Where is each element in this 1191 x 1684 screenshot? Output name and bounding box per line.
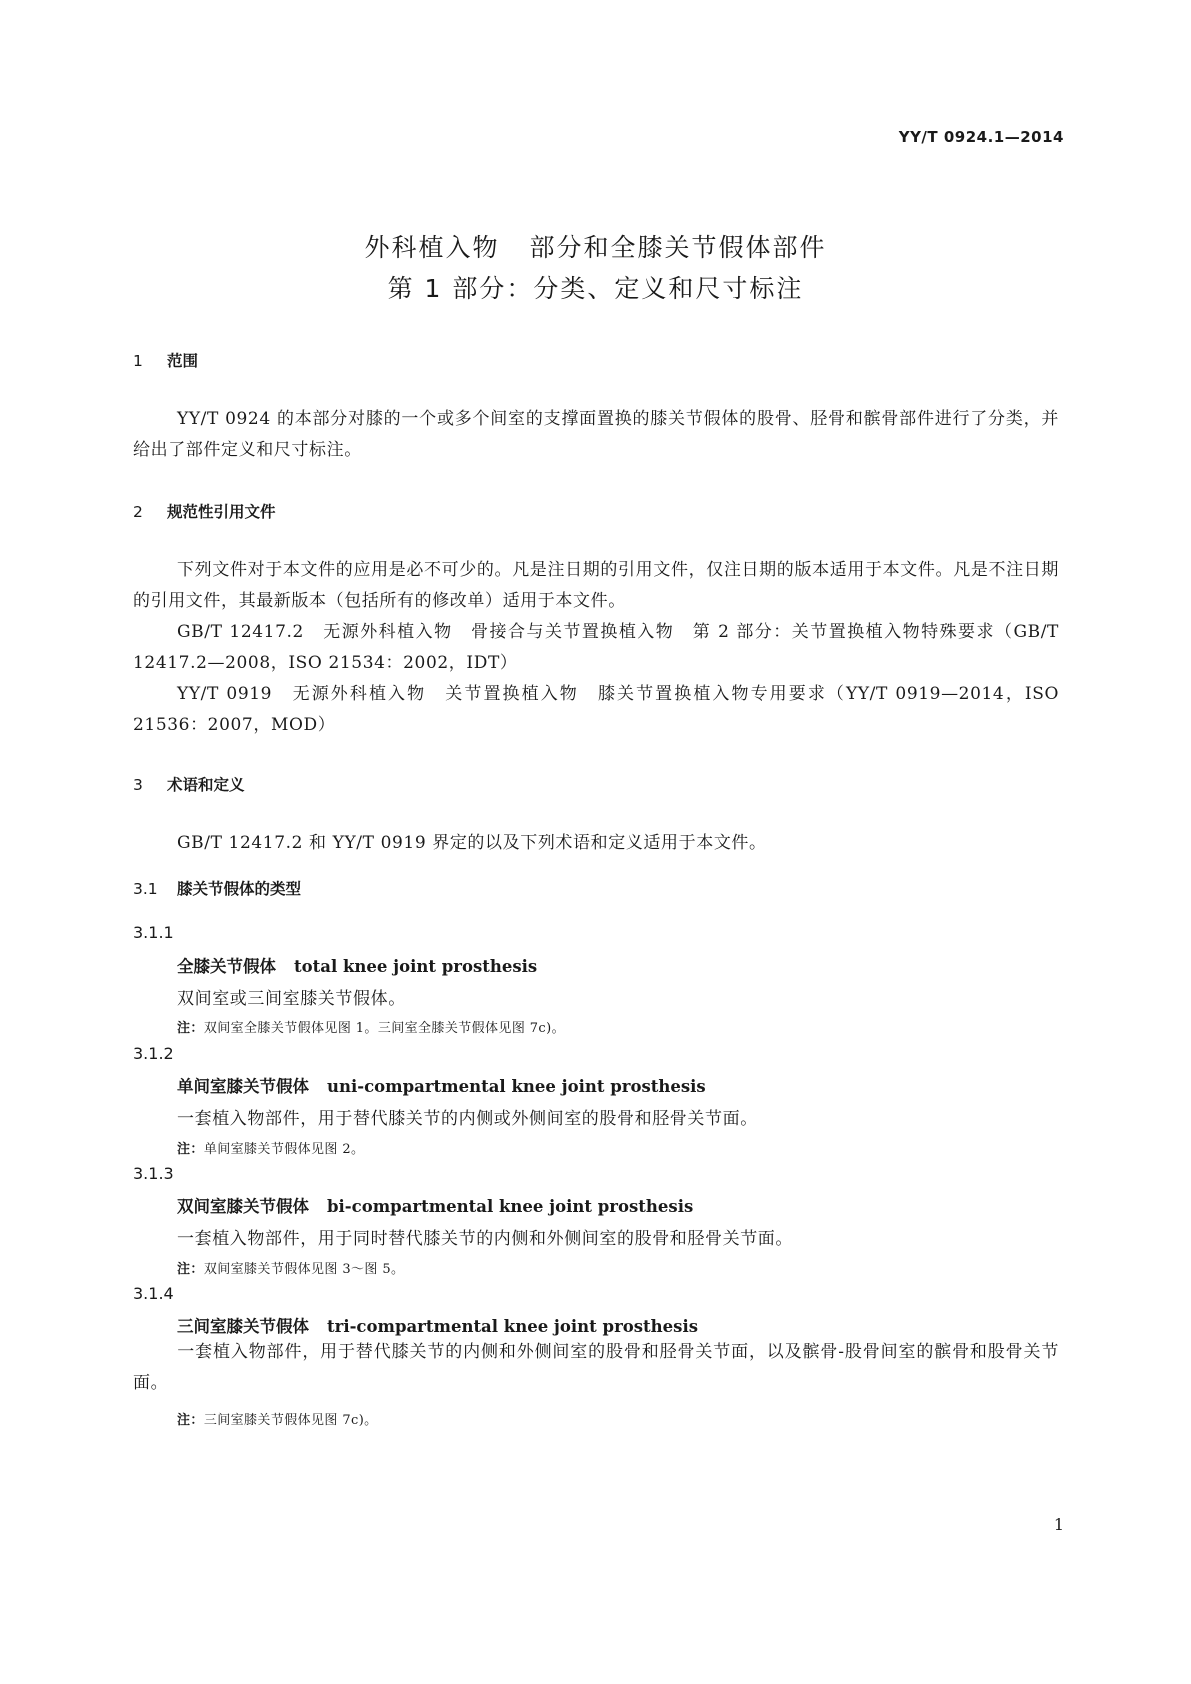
term-number: 3.1.1 <box>133 923 174 942</box>
subsection-number: 3.1 <box>133 880 158 898</box>
note-text: 单间室膝关节假体见图 2。 <box>203 1142 365 1157</box>
subsection-heading-prosthesis-types <box>133 877 301 899</box>
terms-intro-paragraph: GB/T 12417.2 和 YY/T 0919 界定的以及下列术语和定义适用于本文件。 <box>177 833 767 853</box>
term-note <box>177 1258 404 1277</box>
normative-references-intro: 下列文件对于本文件的应用是必不可少的。凡是注日期的引用文件，仅注日期的版本适用于本文件。凡是不注日期的引用文件，其最新版本（包括所有的修改单）适用于本文件。 <box>133 560 1059 611</box>
term-definition: 一套植入物部件，用于替代膝关节的内侧或外侧间室的股骨和胫骨关节面。 <box>177 1109 758 1129</box>
term-name-en: tri-compartmental knee joint prosthesis <box>327 1317 699 1336</box>
section-title: 术语和定义 <box>167 776 245 794</box>
term-note <box>177 1409 378 1428</box>
section-title: 规范性引用文件 <box>167 503 276 521</box>
term-number: 3.1.4 <box>133 1284 174 1303</box>
note-label: 注： <box>177 1413 204 1428</box>
term-name-zh: 单间室膝关节假体 <box>177 1077 309 1096</box>
term-note <box>177 1138 364 1157</box>
note-text: 双间室全膝关节假体见图 1。三间室全膝关节假体见图 7c)。 <box>203 1021 565 1036</box>
section-heading-scope <box>133 349 198 371</box>
term-name-en: uni-compartmental knee joint prosthesis <box>327 1077 706 1096</box>
term-note <box>177 1017 565 1036</box>
note-text: 双间室膝关节假体见图 3～图 5。 <box>203 1262 405 1277</box>
term-title <box>177 1193 693 1217</box>
title-part-2: 部分和全膝关节假体部件 <box>529 233 827 262</box>
term-name-en: bi-compartmental knee joint prosthesis <box>327 1197 694 1216</box>
reference-gb-t-12417-2: GB/T 12417.2 无源外科植入物 骨接合与关节置换植入物 第 2 部分：关节置换植入物特殊要求（GB/T 12417.2—2008，ISO 21534：2002，IDT） <box>133 622 1059 673</box>
term-definition: 一套植入物部件，用于同时替代膝关节的内侧和外侧间室的股骨和胫骨关节面。 <box>177 1229 793 1249</box>
section-number: 3 <box>133 776 143 794</box>
note-label: 注： <box>177 1142 204 1157</box>
note-label: 注： <box>177 1021 204 1036</box>
scope-paragraph: YY/T 0924 的本部分对膝的一个或多个间室的支撑面置换的膝关节假体的股骨、胫骨和髌骨部件进行了分类，并给出了部件定义和尺寸标注。 <box>133 409 1059 460</box>
section-number: 1 <box>133 352 143 370</box>
term-title <box>177 1073 706 1097</box>
term-name-zh: 三间室膝关节假体 <box>177 1317 309 1336</box>
term-definition: 双间室或三间室膝关节假体。 <box>177 989 406 1009</box>
section-heading-terms-definitions <box>133 773 245 795</box>
section-title: 范围 <box>167 352 199 370</box>
standard-number: YY/T 0924.1—2014 <box>898 128 1064 146</box>
reference-yy-t-0919: YY/T 0919 无源外科植入物 关节置换植入物 膝关节置换植入物专用要求（YY/T 0919—2014，ISO 21536：2007，MOD） <box>133 684 1059 735</box>
term-name-en: total knee joint prosthesis <box>294 957 538 976</box>
term-number: 3.1.3 <box>133 1164 174 1183</box>
term-title <box>177 953 537 977</box>
term-number: 3.1.2 <box>133 1044 174 1063</box>
document-title-line-2: 第 1 部分：分类、定义和尺寸标注 <box>387 274 804 303</box>
term-name-zh: 双间室膝关节假体 <box>177 1197 309 1216</box>
term-definition: 一套植入物部件，用于替代膝关节的内侧和外侧间室的股骨和胫骨关节面，以及髌骨-股骨间室的髌骨和股骨关节面。 <box>133 1342 1059 1393</box>
term-title <box>177 1313 698 1337</box>
subsection-title: 膝关节假体的类型 <box>177 880 302 898</box>
section-number: 2 <box>133 503 143 521</box>
note-label: 注： <box>177 1262 204 1277</box>
note-text: 三间室膝关节假体见图 7c)。 <box>203 1413 378 1428</box>
document-title-line-1 <box>0 228 1191 268</box>
section-heading-normative-references <box>133 500 276 522</box>
page-number: 1 <box>1053 1515 1064 1534</box>
title-part-1: 外科植入物 <box>364 233 500 262</box>
term-name-zh: 全膝关节假体 <box>177 957 276 976</box>
